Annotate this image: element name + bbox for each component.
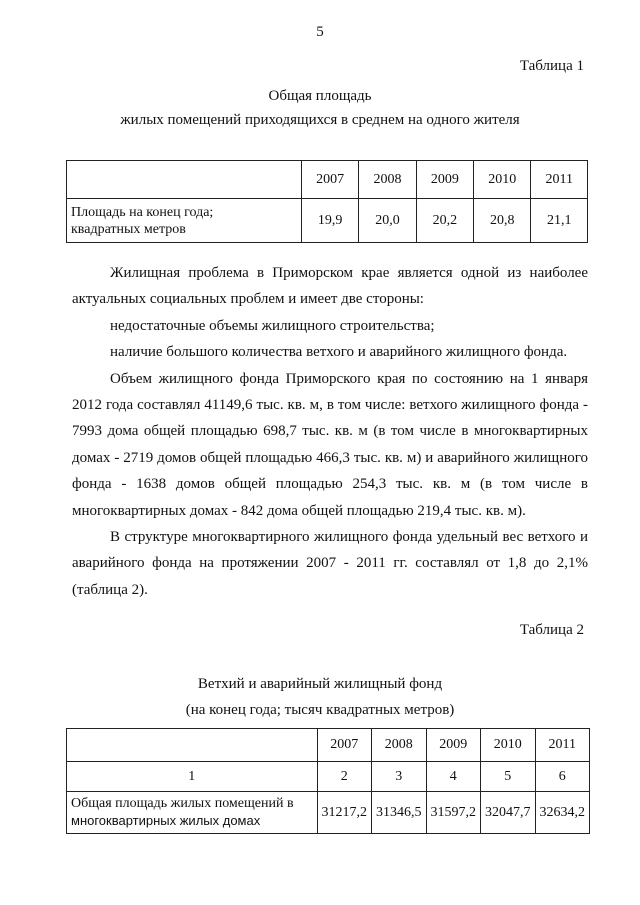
table-row — [67, 199, 588, 243]
table2-colnum-1: 1 — [67, 762, 318, 792]
table2-year-2007: 2007 — [317, 729, 372, 762]
table1-value-2010: 20,8 — [474, 199, 531, 243]
table1-value-2008: 20,0 — [359, 199, 416, 243]
table2-colnum-4: 4 — [426, 762, 481, 792]
page-number: 5 — [316, 24, 324, 40]
table1-row-label-line2: квадратных метров — [71, 221, 186, 237]
table2-row-label — [67, 792, 318, 834]
table1-year-2009: 2009 — [416, 161, 473, 199]
table2-value-2011: 32634,2 — [535, 792, 590, 834]
table2-row-label-line2: многоквартирных жилых домах — [71, 813, 261, 828]
table2-colnum-5: 5 — [481, 762, 536, 792]
paragraph-housing-problem: Жилищная проблема в Приморском крае является одной из наиболее актуальных социальных проблем и имеет две стороны: — [72, 265, 588, 308]
table-row — [67, 792, 590, 834]
table2-colnum-3: 3 — [372, 762, 427, 792]
table-row — [67, 762, 590, 792]
table2-colnum-2: 2 — [317, 762, 372, 792]
table2-year-2009: 2009 — [426, 729, 481, 762]
table2-year-2010: 2010 — [481, 729, 536, 762]
table2-title-line2: (на конец года; тысяч квадратных метров) — [185, 702, 455, 718]
table2-value-2010: 32047,7 — [481, 792, 536, 834]
table2-title-line1: Ветхий и аварийный жилищный фонд — [197, 676, 443, 692]
table2-colnum-6: 6 — [535, 762, 590, 792]
table1-caption: Таблица 1 — [519, 58, 584, 74]
table2-year-2011: 2011 — [535, 729, 590, 762]
table2-value-2008: 31346,5 — [372, 792, 427, 834]
table2-corner-cell — [67, 729, 318, 762]
table-row — [67, 729, 590, 762]
table1-value-2009: 20,2 — [416, 199, 473, 243]
table1-row-label — [67, 199, 302, 243]
table2 — [66, 728, 590, 834]
table2-caption: Таблица 2 — [519, 622, 584, 638]
table1-year-2008: 2008 — [359, 161, 416, 199]
table1-year-2010: 2010 — [474, 161, 531, 199]
table1-title-line2: жилых помещений приходящихся в среднем на одного жителя — [120, 112, 520, 128]
list-item: недостаточные объемы жилищного строительства; — [110, 317, 435, 334]
table1-row-label-line1: Площадь на конец года; — [71, 204, 214, 220]
table2-value-2009: 31597,2 — [426, 792, 481, 834]
table1-year-2011: 2011 — [531, 161, 588, 199]
table1 — [66, 160, 588, 243]
body-text — [72, 260, 588, 603]
paragraph-structure: В структуре многоквартирного жилищного фонда удельный вес ветхого и аварийного фонда на протяжении 2007 - 2011 гг. составлял от 1,8 до 2,1% (таблица 2). — [72, 529, 588, 598]
table2-row-label-line1: Общая площадь жилых помещений в — [71, 796, 294, 811]
table1-title-line1: Общая площадь — [268, 88, 372, 104]
table1-year-2007: 2007 — [302, 161, 359, 199]
table-row — [67, 161, 588, 199]
table1-corner-cell — [67, 161, 302, 199]
paragraph-housing-stock: Объем жилищного фонда Приморского края по состоянию на 1 января 2012 года составлял 41149,6 тыс. кв. м, в том числе: ветхого жилищного фонда - 7993 дома общей площадью 698,7 тыс. кв. м (в том числе в многоквартирных домах - 2719 домов общей площадью 466,3 тыс. кв. м) и аварийного жилищного фонда - 1638 домов общей площадью 254,3 тыс. кв. м (в том числе в многоквартирных домах - 842 дома общей площадью 219,4 тыс. кв. м). — [72, 370, 588, 519]
table2-value-2007: 31217,2 — [317, 792, 372, 834]
table1-value-2007: 19,9 — [302, 199, 359, 243]
list-item: наличие большого количества ветхого и аварийного жилищного фонда. — [110, 344, 568, 361]
table1-value-2011: 21,1 — [531, 199, 588, 243]
table2-year-2008: 2008 — [372, 729, 427, 762]
